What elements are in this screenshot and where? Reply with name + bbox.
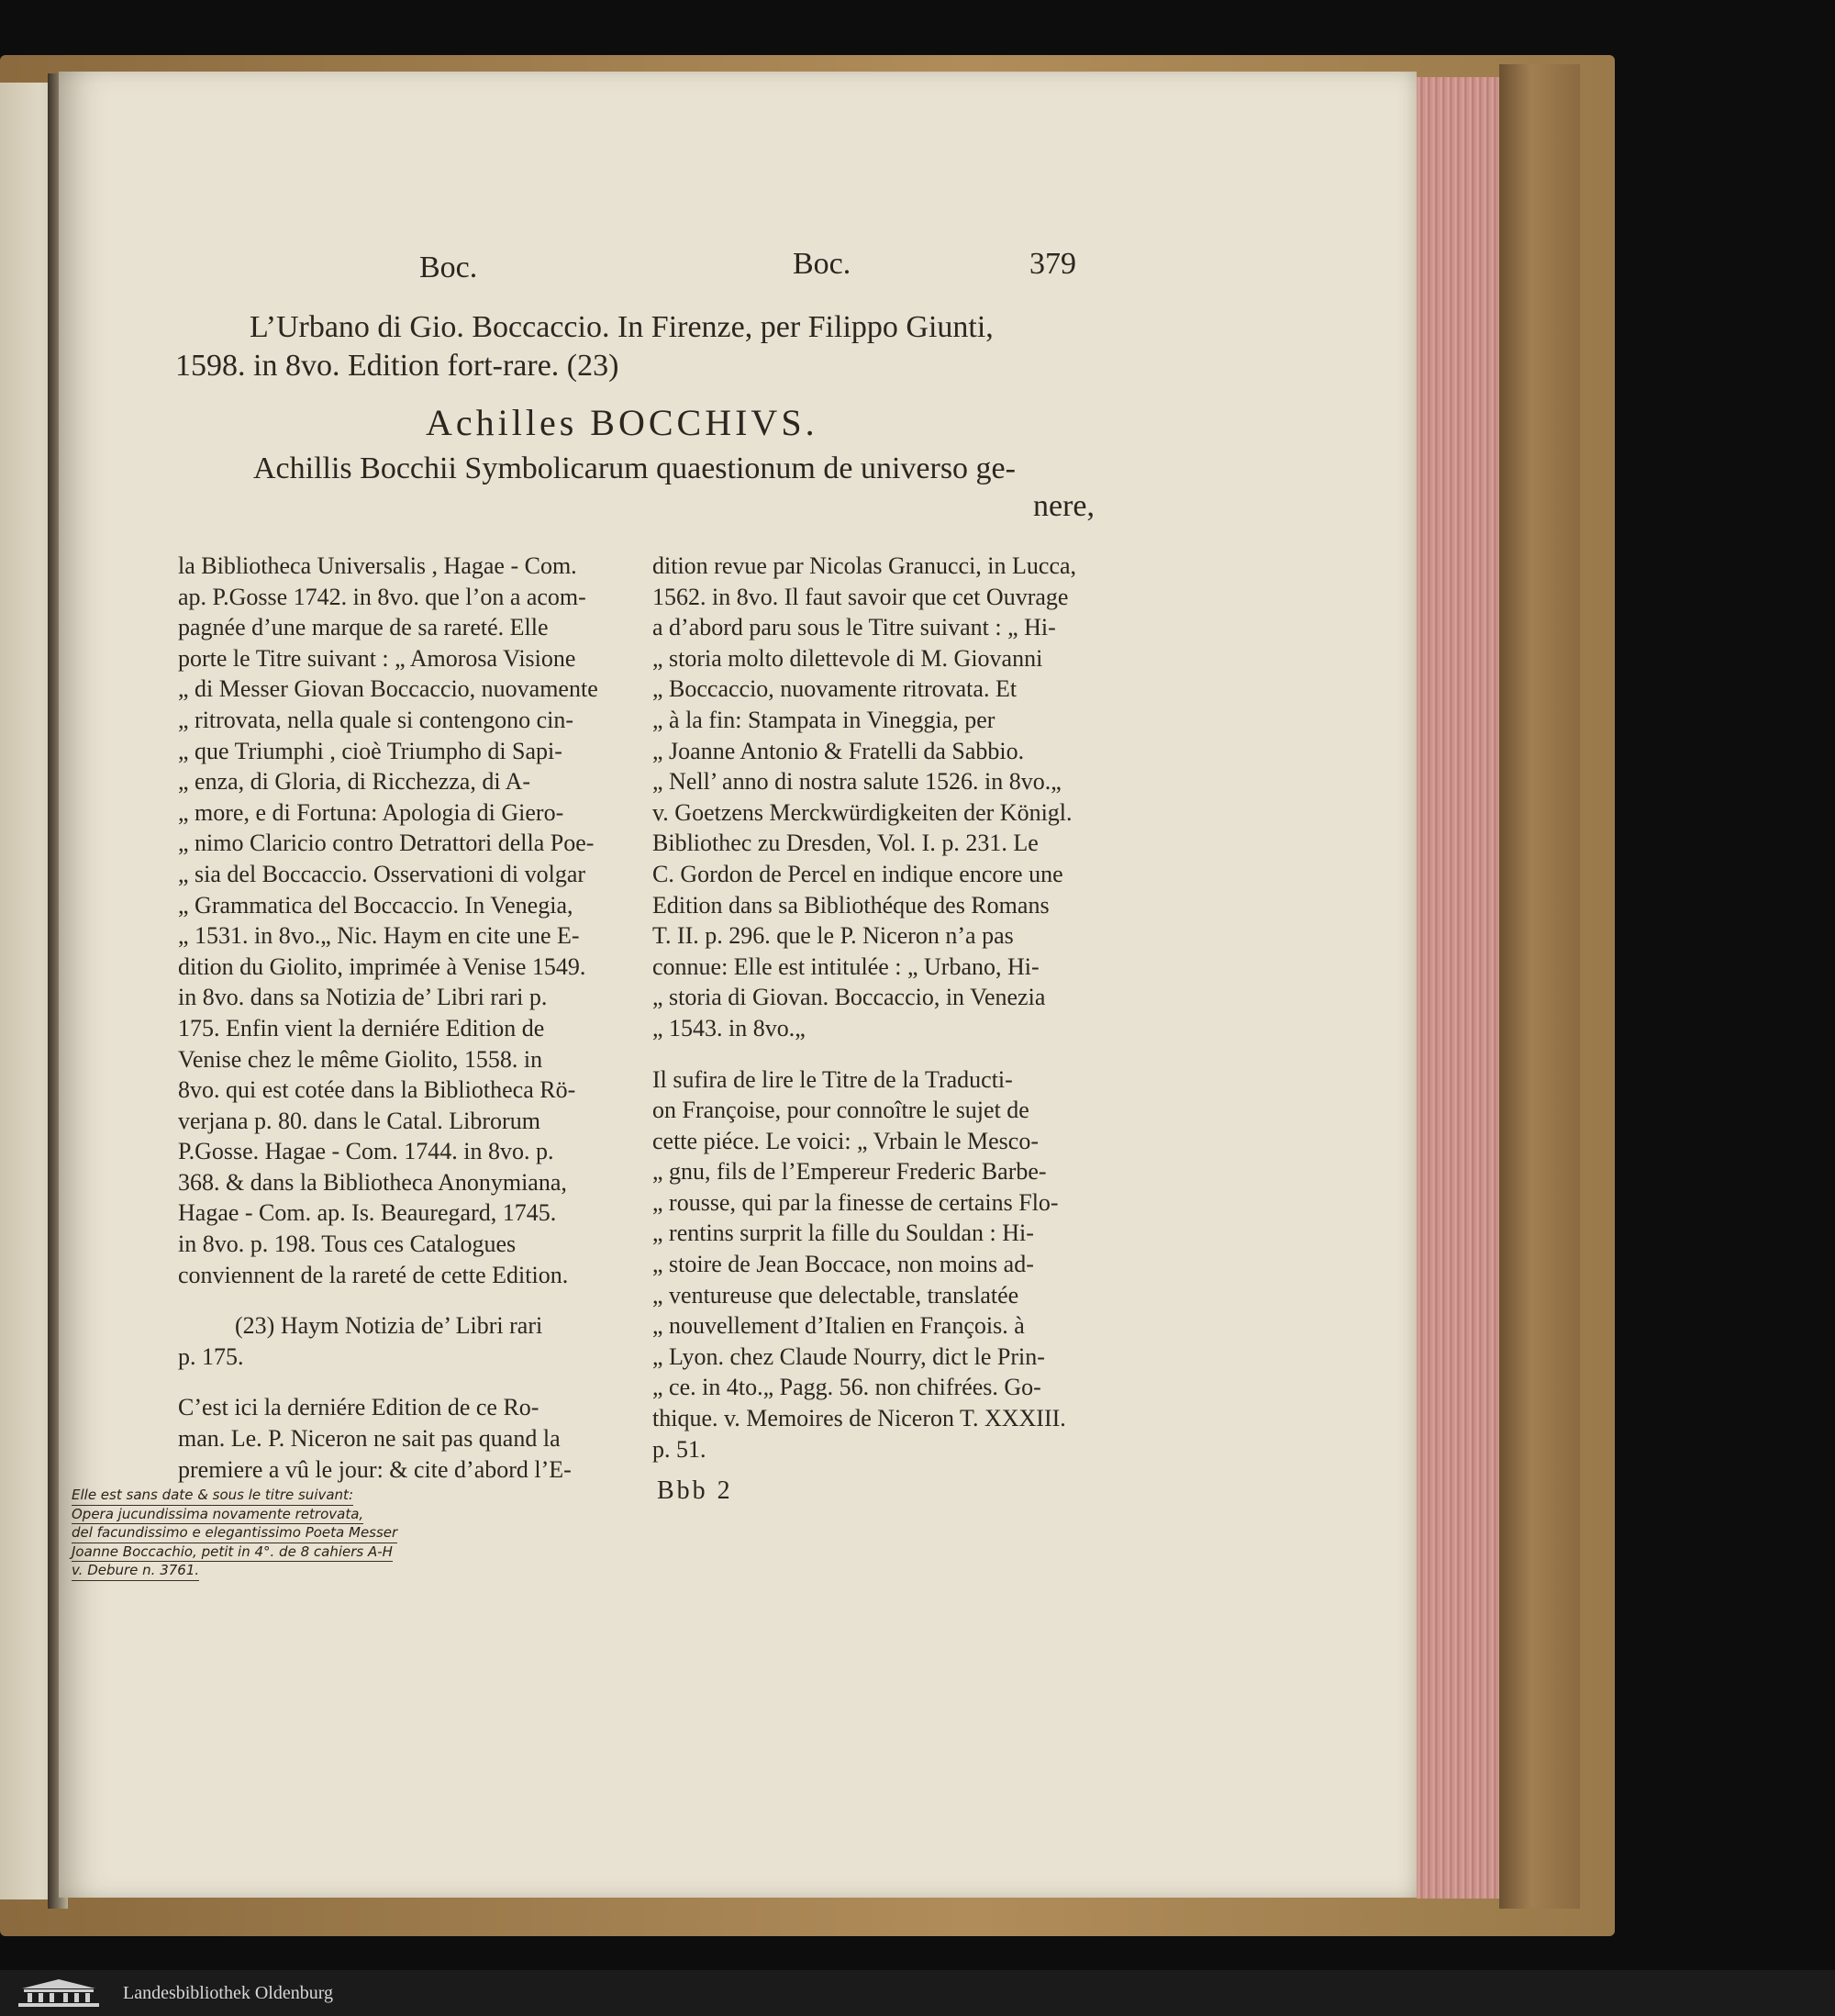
text-line: „ storia molto dilettevole di M. Giovanni: [652, 644, 1043, 672]
book-spine-edge: [1499, 64, 1580, 1909]
text-line: Hagae - Com. ap. Is. Beauregard, 1745.: [178, 1199, 557, 1227]
text-line: C. Gordon de Percel en indique encore une: [652, 860, 1063, 887]
page-edges-red: [1417, 77, 1499, 1899]
text-line: T. II. p. 296. que le P. Niceron n’a pas: [652, 922, 1014, 950]
running-head-center: Boc.: [793, 247, 851, 281]
text-line: „ Joanne Antonio & Fratelli da Sabbio.: [652, 737, 1025, 764]
entry-title-line-1: L’Urbano di Gio. Boccaccio. In Firenze, per Filippo Giunti,: [250, 310, 994, 344]
text-line: in 8vo. dans sa Notizia de’ Libri rari p.: [178, 984, 548, 1011]
text-line: man. Le. P. Niceron ne sait pas quand la: [178, 1425, 561, 1453]
text-line: „ enza, di Gloria, di Ricchezza, di A-: [178, 768, 531, 796]
handwritten-line: Opera jucundissima novamente retrovata,: [72, 1506, 363, 1525]
text-line: „ di Messer Giovan Boccaccio, nuovamente: [178, 675, 598, 703]
text-line: „ ce. in 4to.„ Pagg. 56. non chifrées. Go-: [652, 1374, 1041, 1401]
text-line: Il sufira de lire le Titre de la Traducti-: [652, 1065, 1013, 1093]
text-line: on Françoise, pour connoître le sujet de: [652, 1097, 1029, 1124]
text-line: 368. & dans la Bibliotheca Anonymiana,: [178, 1168, 567, 1196]
running-head-left: Boc.: [419, 251, 478, 284]
text-line: „ ritrovata, nella quale si contengono cin-: [178, 706, 574, 733]
text-line: 1562. in 8vo. Il faut savoir que cet Ouvrage: [652, 583, 1069, 610]
paragraph-gap: [178, 1372, 598, 1392]
text-line: dition revue par Nicolas Granucci, in Lucca,: [652, 552, 1077, 579]
author-heading: Achilles BOCCHIVS.: [426, 402, 818, 443]
text-line: P.Gosse. Hagae - Com. 1744. in 8vo. p.: [178, 1138, 554, 1165]
footer-bar: [0, 1970, 1835, 2016]
text-line: ap. P.Gosse 1742. in 8vo. que l’on a acom-: [178, 583, 586, 610]
text-line: la Bibliotheca Universalis , Hagae - Com.: [178, 552, 577, 579]
text-line: „ nimo Claricio contro Detrattori della Poe-: [178, 830, 595, 857]
text-line: connue: Elle est intitulée : „ Urbano, Hi-: [652, 952, 1040, 980]
text-line: Bibliothec zu Dresden, Vol. I. p. 231. Le: [652, 830, 1039, 857]
handwritten-note: [72, 1487, 397, 1581]
library-building-icon: [17, 1977, 101, 2009]
footer-institution: Landesbibliothek Oldenburg: [123, 1982, 334, 2003]
text-line: „ more, e di Fortuna: Apologia di Giero-: [178, 798, 564, 826]
text-line: „ 1531. in 8vo.„ Nic. Haym en cite une E-: [178, 922, 580, 950]
text-line: „ Nell’ anno di nostra salute 1526. in 8vo.„: [652, 768, 1062, 796]
text-line: conviennent de la rareté de cette Edition.: [178, 1261, 569, 1288]
text-line: „ 1543. in 8vo.„: [652, 1014, 806, 1041]
text-line: „ ventureuse que delectable, translatée: [652, 1281, 1019, 1309]
text-line: „ stoire de Jean Boccace, non moins ad-: [652, 1251, 1034, 1278]
text-line: „ storia di Giovan. Boccaccio, in Venezia: [652, 984, 1046, 1011]
text-line: dition du Giolito, imprimée à Venise 1549.: [178, 952, 586, 980]
text-line: „ Grammatica del Boccaccio. In Venegia,: [178, 891, 573, 919]
handwritten-line: Elle est sans date & sous le titre suivant:: [72, 1487, 353, 1506]
handwritten-line: Joanne Boccachio, petit in 4°. de 8 cahiers A-H: [72, 1543, 393, 1563]
text-line: in 8vo. p. 198. Tous ces Catalogues: [178, 1231, 517, 1258]
text-line: cette piéce. Le voici: „ Vrbain le Mesco-: [652, 1127, 1039, 1154]
text-line: Edition dans sa Bibliothéque des Romans: [652, 891, 1050, 919]
left-column: [178, 551, 598, 1485]
text-line: „ sia del Boccaccio. Osservationi di volgar: [178, 860, 586, 887]
text-line: „ Lyon. chez Claude Nourry, dict le Prin-: [652, 1342, 1045, 1370]
page-number: 379: [1029, 247, 1076, 281]
text-line: „ Boccaccio, nuovamente ritrovata. Et: [652, 675, 1018, 703]
text-line: „ que Triumphi , cioè Triumpho di Sapi-: [178, 737, 562, 764]
text-line: 8vo. qui est cotée dans la Bibliotheca Rö-: [178, 1076, 576, 1104]
footnote: [178, 1310, 598, 1372]
handwritten-line: del facundissimo e elegantissimo Poeta Messer: [72, 1524, 397, 1543]
text-line: „ gnu, fils de l’Empereur Frederic Barbe-: [652, 1158, 1047, 1186]
text-line: verjana p. 80. dans le Catal. Librorum: [178, 1107, 540, 1134]
book-title-line-1: Achillis Bocchii Symbolicarum quaestionum de universo ge-: [253, 451, 1016, 485]
paragraph-gap: [178, 1290, 598, 1310]
right-page: [59, 72, 1417, 1898]
text-line: a d’abord paru sous le Titre suivant : „ Hi-: [652, 614, 1056, 641]
text-line: „ rousse, qui par la finesse de certains Flo-: [652, 1188, 1059, 1216]
book-title-line-2: nere,: [1033, 489, 1095, 523]
footnote-line: p. 175.: [178, 1342, 244, 1370]
handwritten-line: v. Debure n. 3761.: [72, 1562, 199, 1581]
signature-mark: Bbb 2: [657, 1476, 733, 1505]
text-line: „ rentins surprit la fille du Souldan : Hi-: [652, 1220, 1034, 1247]
text-line: porte le Titre suivant : „ Amorosa Visione: [178, 644, 576, 672]
text-line: Venise chez le même Giolito, 1558. in: [178, 1045, 543, 1073]
text-line: premiere a vû le jour: & cite d’abord l’E-: [178, 1455, 572, 1483]
text-line: C’est ici la derniére Edition de ce Ro-: [178, 1394, 539, 1421]
right-column: [652, 551, 1076, 1465]
entry-title-line-2: 1598. in 8vo. Edition fort-rare. (23): [175, 349, 619, 383]
text-line: „ nouvellement d’Italien en François. à: [652, 1312, 1025, 1340]
footnote-line: (23) Haym Notizia de’ Libri rari: [235, 1312, 543, 1340]
text-line: v. Goetzens Merckwürdigkeiten der Königl.: [652, 798, 1073, 826]
text-line: pagnée d’une marque de sa rareté. Elle: [178, 614, 549, 641]
text-line: „ à la fin: Stampata in Vineggia, per: [652, 706, 995, 733]
text-line: p. 51.: [652, 1435, 706, 1463]
text-line: thique. v. Memoires de Niceron T. XXXIII.: [652, 1405, 1066, 1432]
paragraph-gap: [652, 1044, 1076, 1064]
text-line: 175. Enfin vient la derniére Edition de: [178, 1014, 545, 1041]
